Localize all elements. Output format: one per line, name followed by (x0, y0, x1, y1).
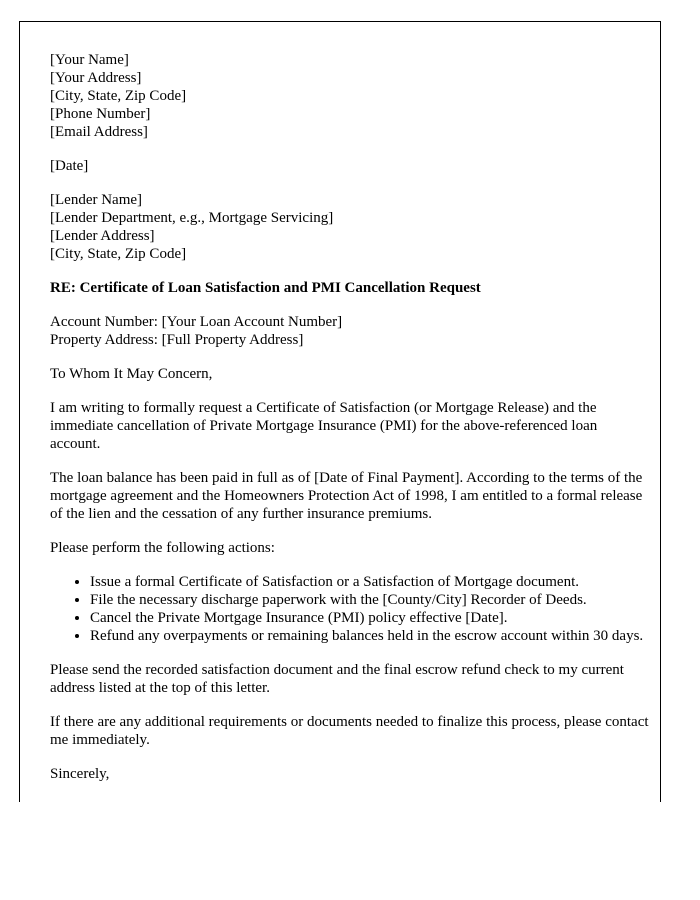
sender-city-state-zip: [City, State, Zip Code] (50, 88, 187, 104)
action-item: • Issue a formal Certificate of Satisfaction or a Satisfaction of Mortgage document. (90, 573, 650, 591)
recipient-address: [Lender Address] (50, 228, 155, 244)
paragraph-actions-intro: Please perform the following actions: (50, 540, 275, 556)
paragraph-request: I am writing to formally request a Certificate of Satisfaction (or Mortgage Release) and the immediate cancellation of Private Mortgage Insurance (PMI) for the above-referenced loan account. (50, 400, 598, 452)
actions-list (50, 573, 650, 645)
account-block (50, 313, 650, 349)
sender-block (50, 51, 650, 141)
action-item: • Refund any overpayments or remaining balances held in the escrow account within 30 days. (90, 627, 650, 645)
date-block (50, 157, 650, 175)
recipient-city-state-zip: [City, State, Zip Code] (50, 246, 187, 262)
action-item: • File the necessary discharge paperwork with the [County/City] Recorder of Deeds. (90, 591, 650, 609)
sender-address: [Your Address] (50, 70, 142, 86)
signoff: Sincerely, (50, 766, 110, 782)
action-item: • Cancel the Private Mortgage Insurance (PMI) policy effective [Date]. (90, 609, 650, 627)
letter-page (19, 21, 661, 802)
subject-line: RE: Certificate of Loan Satisfaction and PMI Cancellation Request (50, 280, 481, 296)
letter-body (50, 51, 650, 799)
paragraph-send-documents: Please send the recorded satisfaction document and the final escrow refund check to my current address listed at the top of this letter. (50, 662, 624, 696)
property-address: Property Address: [Full Property Address] (50, 332, 304, 348)
account-number: Account Number: [Your Loan Account Number] (50, 314, 343, 330)
subject-block (50, 279, 650, 297)
sender-email: [Email Address] (50, 124, 148, 140)
salutation: To Whom It May Concern, (50, 366, 213, 382)
recipient-department: [Lender Department, e.g., Mortgage Servicing] (50, 210, 334, 226)
letter-date: [Date] (50, 158, 89, 174)
paragraph-contact: If there are any additional requirements or documents needed to finalize this process, please contact me immediately. (50, 714, 649, 748)
recipient-name: [Lender Name] (50, 192, 143, 208)
recipient-block (50, 191, 650, 263)
sender-name: [Your Name] (50, 52, 129, 68)
sender-phone: [Phone Number] (50, 106, 151, 122)
paragraph-balance: The loan balance has been paid in full as of [Date of Final Payment]. According to the terms of the mortgage agreement and the Homeowners Protection Act of 1998, I am entitled to a formal release of the lien and the cessation of any further insurance premiums. (50, 470, 643, 522)
